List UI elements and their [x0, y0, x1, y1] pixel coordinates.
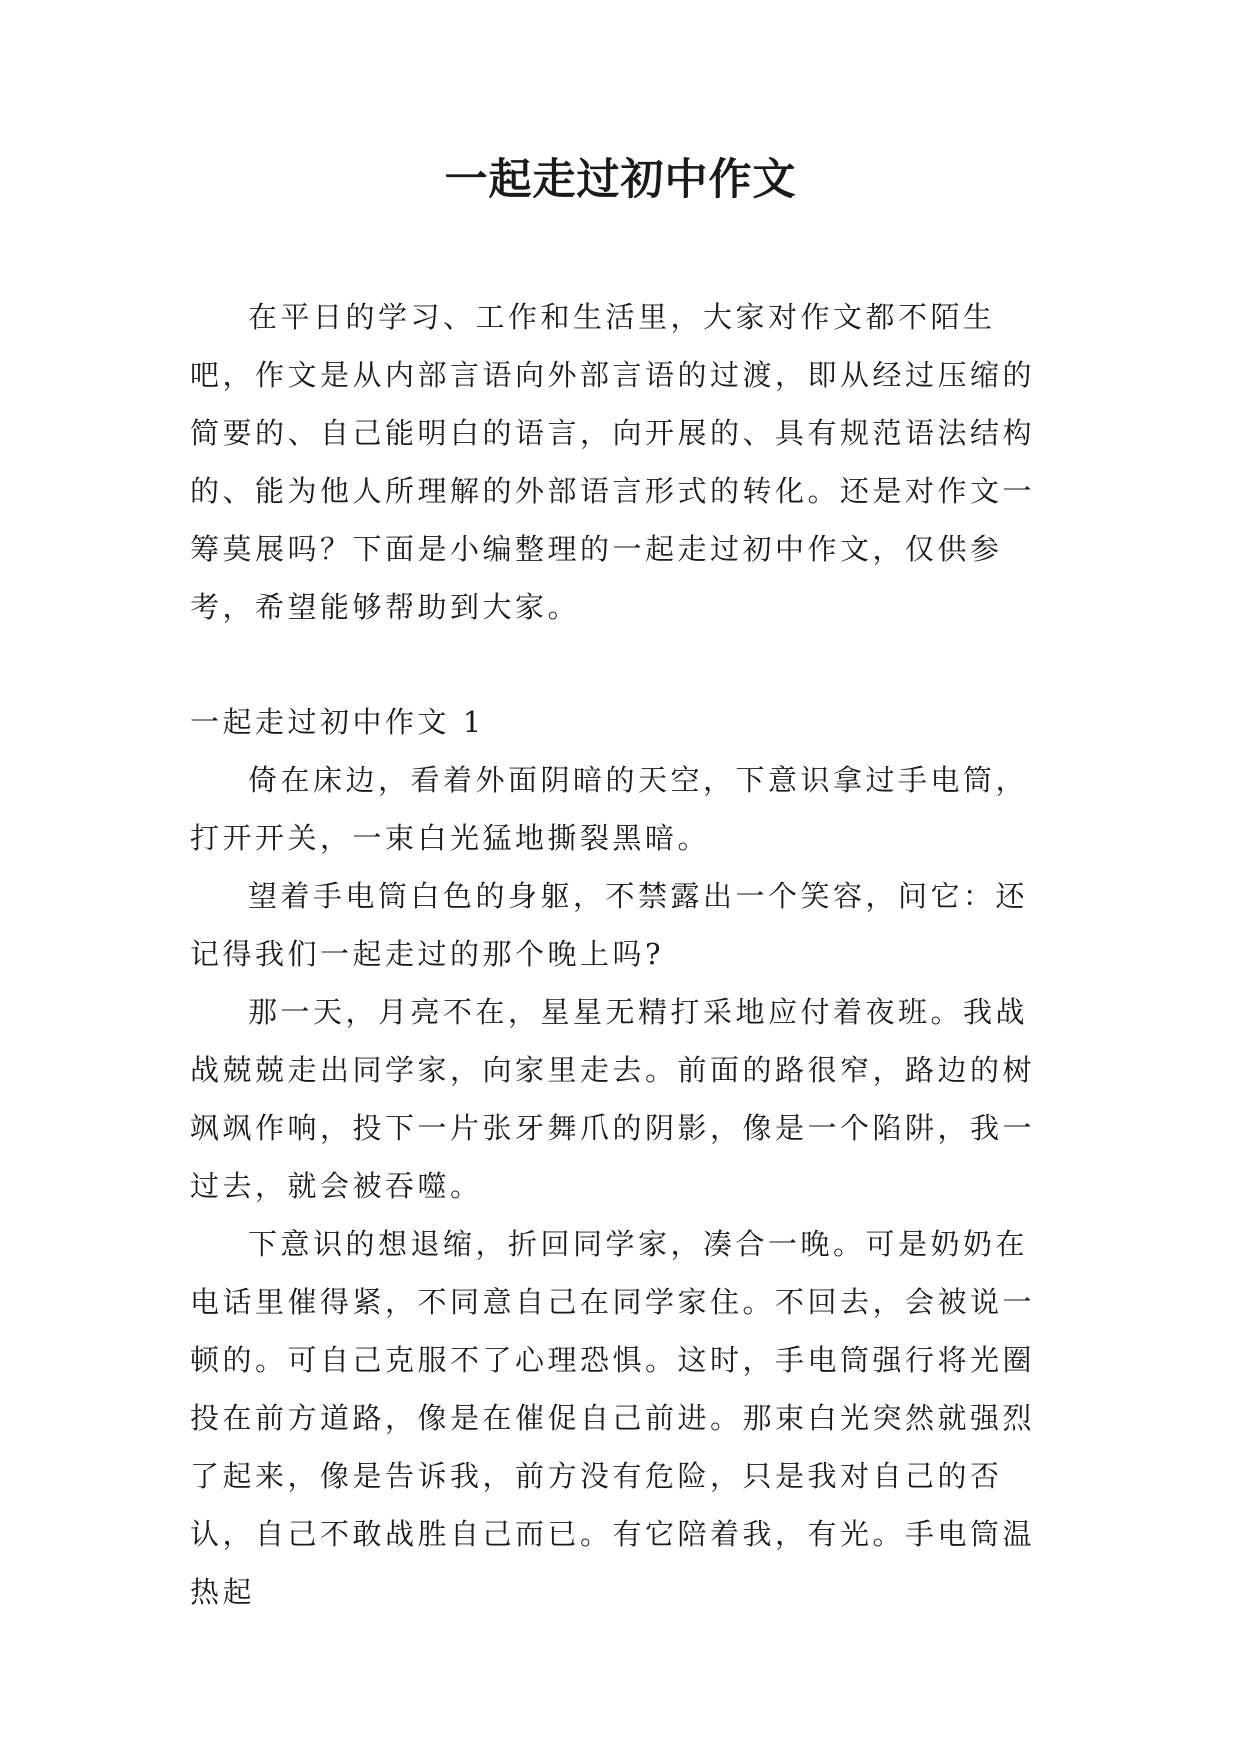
essay-section-1	[190, 693, 1050, 1621]
intro-block	[190, 288, 1050, 636]
document-title: 一起走过初中作文	[444, 155, 797, 205]
essay-paragraph-3: 那一天，月亮不在，星星无精打采地应付着夜班。我战战兢兢走出同学家，向家里走去。前面的路很窄，路边的树飒飒作响，投下一片张牙舞爪的阴影，像是一个陷阱，我一过去，就会被吞噬。	[190, 995, 1036, 1203]
essay-paragraph-4: 下意识的想退缩，折回同学家，凑合一晚。可是奶奶在电话里催得紧，不同意自己在同学家住。不回去，会被说一顿的。可自己克服不了心理恐惧。这时，手电筒强行将光圈投在前方道路，像是在催促自己前进。那束白光突然就强烈了起来，像是告诉我，前方没有危险，只是我对自己的否认，自己不敢战胜自己而已。有它陪着我，有光。手电筒温热起	[190, 1227, 1036, 1609]
section-heading: 一起走过初中作文 1	[190, 705, 485, 739]
essay-paragraph-2: 望着手电筒白色的身躯，不禁露出一个笑容，问它：还记得我们一起走过的那个晚上吗?	[190, 879, 1029, 971]
intro-paragraph: 在平日的学习、工作和生活里，大家对作文都不陌生吧，作文是从内部言语向外部言语的过渡，即从经过压缩的简要的、自己能明白的语言，向开展的、具有规范语法结构的、能为他人所理解的外部语言形式的转化。还是对作文一筹莫展吗？下面是小编整理的一起走过初中作文，仅供参考，希望能够帮助到大家。	[190, 300, 1036, 624]
essay-paragraph-1: 倚在床边，看着外面阴暗的天空，下意识拿过手电筒，打开开关，一束白光猛地撕裂黑暗。	[190, 763, 1029, 855]
